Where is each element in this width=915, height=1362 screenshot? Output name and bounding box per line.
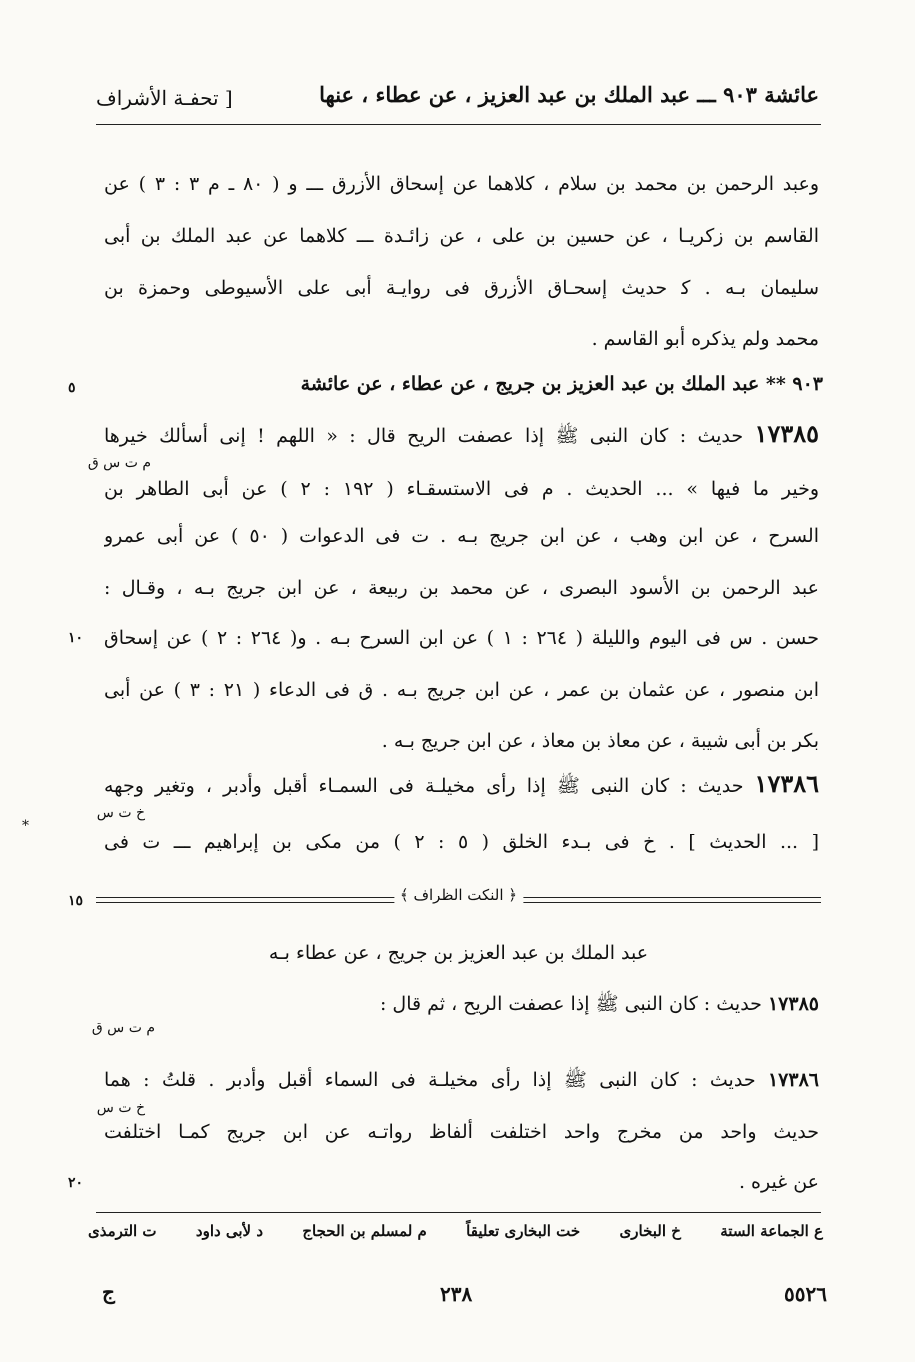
margin-line-number: ٥ (68, 380, 76, 396)
nukat-line: عن غيره . (738, 1171, 819, 1193)
hadith-line: حسن . س فى اليوم والليلة ( ٢٦٤ : ١ ) عن ابن السرح بـه . و( ٢٦٤ : ٢ ) عن إسحاق (104, 627, 819, 649)
nukat-line: حديث واحد من مخرج واحد اختلفت ألفاظ رواتـه عن ابن جريج كمـا اختلفت (104, 1121, 819, 1143)
volume-mark: ج (102, 1280, 115, 1304)
text-line: القاسم بن زكريـا ، عن حسين بن على ، عن زائـدة ـــ كلاهما عن عبد الملك بن أبى (104, 225, 819, 247)
nukat-text: حديث : كان النبى ﷺ إذا عصفت الريح ، ثم قال : (379, 993, 762, 1015)
legend-item: ع الجماعة الستة (720, 1222, 823, 1240)
text-line: وعبد الرحمن بن محمد بن سلام ، كلاهما عن إسحاق الأزرق ـــ و ( ٨٠ ـ م ٣ : ٣ ) عن (104, 173, 819, 195)
hadith-line: [ ... الحديث ] . خ فى بـدء الخلق ( ٥ : ٢ ) من مكى بن إبراهيم ـــ ت فى (104, 831, 819, 853)
hadith-line: وخير ما فيها » ... الحديث . م فى الاستسقـاء ( ١٩٢ : ٢ ) عن أبى الطاهر بن (104, 478, 819, 500)
nukat-text: حديث : كان النبى ﷺ إذا رأى مخيلـة فى السماء أقبل وأدبر . قلتُ : هما (104, 1069, 756, 1091)
hadith-sigla: م ت س ق (87, 455, 151, 471)
nukat-entry (104, 1066, 819, 1094)
legend-item: خ البخارى (619, 1222, 681, 1240)
text-line: محمد ولم يذكره أبو القاسم . (591, 328, 819, 350)
margin-line-number: ٢٠ (68, 1175, 84, 1191)
legend-item: م لمسلم بن الحجاج (302, 1222, 427, 1240)
running-header-book: [ تحفـة الأشراف (96, 86, 233, 110)
divider-label: ﴿ النكت الظراف ﴾ (394, 886, 523, 904)
serial-number: ٥٥٢٦ (784, 1282, 827, 1306)
page-number: ٢٣٨ (440, 1282, 473, 1306)
hadith-number: ١٧٣٨٦ (754, 770, 819, 798)
hadith-line: ابن منصور ، عن عثمان بن عمر ، عن ابن جريج بـه . ق فى الدعاء ( ٢١ : ٣ ) عن أبى (104, 679, 819, 701)
footer-rule (96, 1212, 821, 1213)
margin-line-number: ١٠ (68, 630, 84, 646)
nukat-sigla: م ت س ق (91, 1020, 155, 1036)
sigla-legend (88, 1222, 823, 1240)
text-line: سليمان بـه . ﮐ حديث إسحـاق الأزرق فى روايـة أبى على الأسيوطى وحمزة بن (104, 277, 819, 299)
legend-item: د لأبى داود (195, 1222, 264, 1240)
hadith-line (104, 770, 819, 800)
legend-item: خت البخارى تعليقاً (466, 1222, 581, 1240)
hadith-sigla: خ ت س (96, 805, 145, 821)
hadith-line: السرح ، عن ابن وهب ، عن ابن جريج بـه . ت فى الدعوات ( ٥٠ ) عن أبى عمرو (104, 525, 819, 547)
hadith-text: حديث : كان النبى ﷺ إذا رأى مخيلـة فى السمـاء أقبل وأدبر ، وتغير وجهه (104, 775, 744, 797)
running-header-title: عائشة ٩٠٣ ـــ عبد الملك بن عبد العزيز ، عن عطاء ، عنها (319, 82, 819, 107)
nukat-divider (96, 886, 821, 908)
hadith-text: حديث : كان النبى ﷺ إذا عصفت الريح قال : « اللهم ! إنى أسألك خيرها (104, 425, 744, 447)
nukat-entry (104, 990, 819, 1018)
hadith-line: بكر بن أبى شيبة ، عن معاذ بن معاذ ، عن ابن جريج بـه . (381, 730, 819, 752)
margin-line-number: ١٥ (68, 893, 84, 909)
section-heading: ٩٠٣ ** عبد الملك بن عبد العزيز بن جريج ، عن عطاء ، عن عائشة (300, 373, 823, 395)
nukat-heading: عبد الملك بن عبد العزيز بن جريج ، عن عطاء بـه (268, 942, 649, 964)
margin-star: * (22, 818, 29, 834)
hadith-number: ١٧٣٨٥ (754, 420, 819, 448)
legend-item: ت الترمذى (88, 1222, 157, 1240)
nukat-number: ١٧٣٨٦ (767, 1069, 819, 1091)
nukat-number: ١٧٣٨٥ (767, 993, 819, 1015)
nukat-sigla: خ ت س (96, 1100, 145, 1116)
hadith-line: عبد الرحمن بن الأسود البصرى ، عن محمد بن ربيعة ، عن ابن جريج بـه ، وقـال : (104, 577, 819, 599)
hadith-line (104, 420, 819, 450)
header-rule (96, 124, 821, 125)
